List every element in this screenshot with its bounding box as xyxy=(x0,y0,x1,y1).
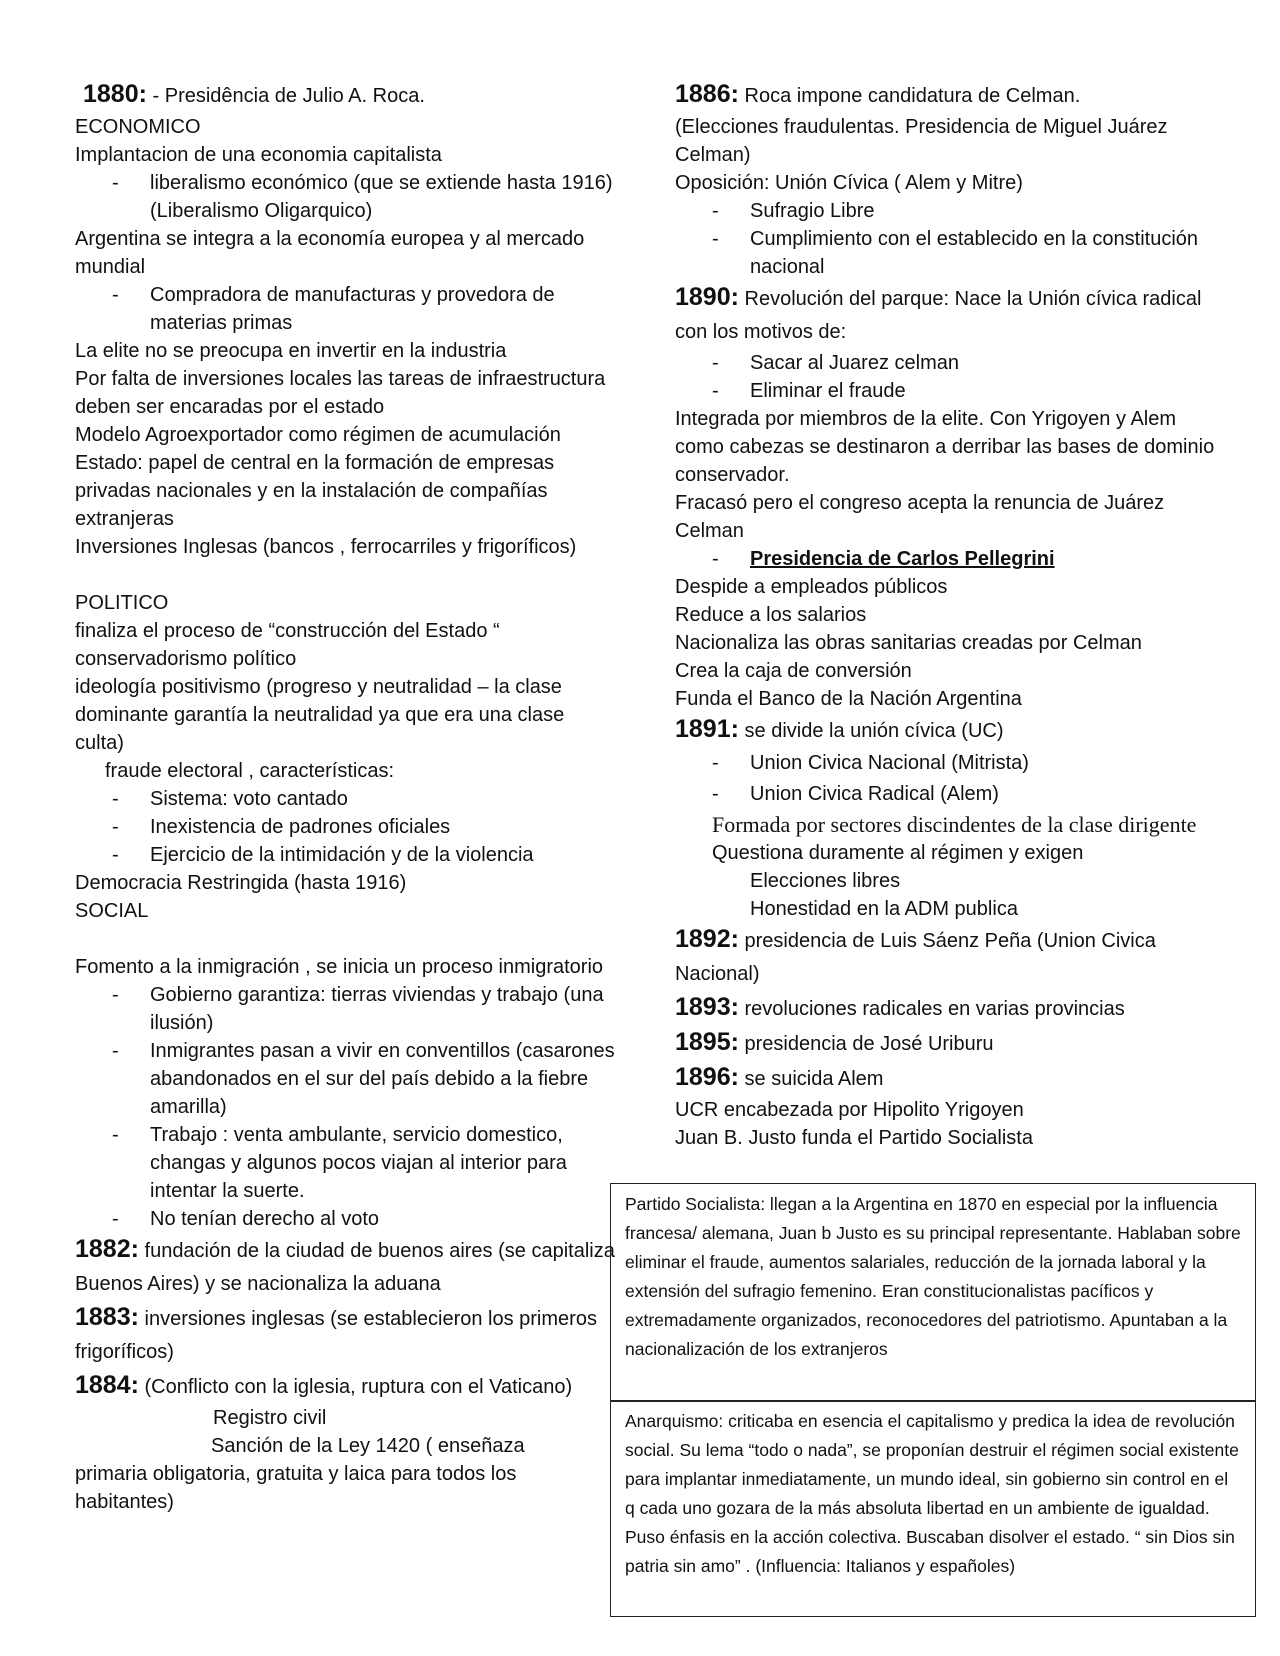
text-line: conservadorismo político xyxy=(75,648,297,670)
bullet-item: - Trabajo : venta ambulante, servicio domestico, changas y algunos pocos viajan al interior para intentar la suerte. xyxy=(75,1121,615,1205)
bullet-item: - Union Civica Nacional (Mitrista) xyxy=(675,748,1220,779)
text-line: Modelo Agroexportador como régimen de acumulación xyxy=(75,424,561,446)
heading-1893 xyxy=(675,991,1220,1026)
text-line: UCR encabezada por Hipolito Yrigoyen xyxy=(675,1099,1024,1121)
section-title-politico: POLITICO xyxy=(75,592,169,614)
year-label: 1890: xyxy=(675,283,739,311)
text-line: Oposición: Unión Cívica ( Alem y Mitre) xyxy=(675,172,1023,194)
left-column xyxy=(75,78,615,1516)
year-label: 1891: xyxy=(675,715,739,743)
partido-socialista-box: Partido Socialista: llegan a la Argentina en 1870 en especial por la influencia francesa/ alemana, Juan b Justo es su principal representante. Hablaban sobre eliminar el fraude, aumentos salariales, reducción de la jornada laboral y la extensión del sufragio femenino. Eran constitucionalistas pacíficos y extremadamente organizados, reconocedores del patriotismo. Apuntaban a la nacionalización de los extranjeros xyxy=(610,1183,1256,1402)
text-line: Fracasó pero el congreso acepta la renuncia de Juárez Celman xyxy=(675,492,1165,542)
text-line: La elite no se preocupa en invertir en la industria xyxy=(75,340,507,362)
heading-1880 xyxy=(75,78,615,113)
heading-1886 xyxy=(675,78,1220,113)
text-line: Integrada por miembros de la elite. Con Yrigoyen y Alem como cabezas se destinaron a derribar las bases de dominio conservador. xyxy=(675,408,1215,486)
text-line: Despide a empleados públicos xyxy=(675,576,948,598)
text-line: Juan B. Justo funda el Partido Socialista xyxy=(675,1127,1033,1149)
text-line: Elecciones libres xyxy=(750,870,901,892)
bullet-item: - Sistema: voto cantado xyxy=(75,785,615,813)
text-line: Honestidad en la ADM publica xyxy=(750,898,1018,920)
text-line: Inversiones Inglesas (bancos , ferrocarriles y frigoríficos) xyxy=(75,536,577,558)
bullet-item xyxy=(675,545,1220,573)
text-line: Sanción de la Ley 1420 ( enseñaza xyxy=(211,1435,525,1457)
year-label: 1896: xyxy=(675,1063,739,1091)
text-line: Fomento a la inmigración , se inicia un proceso inmigratorio xyxy=(75,956,604,978)
heading-1884 xyxy=(75,1369,615,1404)
bullet-item: - No tenían derecho al voto xyxy=(75,1205,615,1233)
heading-1896 xyxy=(675,1061,1220,1096)
heading-1890 xyxy=(675,281,1220,349)
year-label: 1884: xyxy=(75,1371,139,1399)
section-title-economico: ECONOMICO xyxy=(75,116,201,138)
text-line: Implantacion de una economia capitalista xyxy=(75,144,442,166)
text-line: primaria obligatoria, gratuita y laica para todos los habitantes) xyxy=(75,1463,517,1513)
heading-text: - Presidência de Julio A. Roca. xyxy=(146,85,425,107)
year-label: 1883: xyxy=(75,1303,139,1331)
bullet-item: - Compradora de manufacturas y provedora de materias primas xyxy=(75,281,615,337)
heading-text: Revolución del parque: Nace la Unión cívica radical con los motivos de: xyxy=(675,288,1202,343)
heading-text: presidencia de José Uriburu xyxy=(738,1033,994,1055)
text-line: (Elecciones fraudulentas. Presidencia de Miguel Juárez Celman) xyxy=(675,116,1168,166)
heading-text: revoluciones radicales en varias provincias xyxy=(738,998,1125,1020)
year-label: 1895: xyxy=(675,1028,739,1056)
text-line: finaliza el proceso de “construcción del Estado “ xyxy=(75,620,500,642)
text-line: Reduce a los salarios xyxy=(675,604,867,626)
text-line: Argentina se integra a la economía europea y al mercado mundial xyxy=(75,228,585,278)
bullet-item: - Union Civica Radical (Alem) xyxy=(675,779,1220,810)
year-label: 1880: xyxy=(83,80,147,108)
text-line: Estado: papel de central en la formación de empresas privadas nacionales y en la instalación de compañías extranjeras xyxy=(75,452,555,530)
heading-1882 xyxy=(75,1233,615,1301)
bullet-item: - Eliminar el fraude xyxy=(675,377,1220,405)
bullet-item: - Ejercicio de la intimidación y de la violencia xyxy=(75,841,615,869)
text-line: Formada por sectores discindentes de la clase dirigente xyxy=(712,812,1197,837)
year-label: 1886: xyxy=(675,80,739,108)
heading-text: se divide la unión cívica (UC) xyxy=(738,720,1004,742)
bullet-item: - Gobierno garantiza: tierras viviendas y trabajo (una ilusión) xyxy=(75,981,615,1037)
text-line: Registro civil xyxy=(213,1407,327,1429)
pellegrini-heading: Presidencia de Carlos Pellegrini xyxy=(750,548,1055,570)
bullet-item: - Inmigrantes pasan a vivir en conventillos (casarones abandonados en el sur del país debido a la fiebre amarilla) xyxy=(75,1037,615,1121)
heading-text: inversiones inglesas (se establecieron los primeros frigoríficos) xyxy=(75,1308,597,1363)
heading-1883 xyxy=(75,1301,615,1369)
text-line: Questiona duramente al régimen y exigen xyxy=(712,842,1084,864)
text-line: Funda el Banco de la Nación Argentina xyxy=(675,688,1022,710)
year-label: 1882: xyxy=(75,1235,139,1263)
text-line: Nacionaliza las obras sanitarias creadas por Celman xyxy=(675,632,1142,654)
heading-1891 xyxy=(675,713,1220,748)
bullet-item: - Inexistencia de padrones oficiales xyxy=(75,813,615,841)
text-line: Crea la caja de conversión xyxy=(675,660,912,682)
text-line: Por falta de inversiones locales las tareas de infraestructura deben ser encaradas por el estado xyxy=(75,368,606,418)
year-label: 1892: xyxy=(675,925,739,953)
year-label: 1893: xyxy=(675,993,739,1021)
bullet-item: - Sufragio Libre xyxy=(675,197,1220,225)
text-line: Democracia Restringida (hasta 1916) xyxy=(75,872,407,894)
bullet-item: - liberalismo económico (que se extiende hasta 1916) (Liberalismo Oligarquico) xyxy=(75,169,615,225)
heading-text: fundación de la ciudad de buenos aires (se capitaliza Buenos Aires) y se nacionaliza la aduana xyxy=(75,1240,615,1295)
heading-text: Roca impone candidatura de Celman. xyxy=(738,85,1081,107)
text-line: ideología positivismo (progreso y neutralidad – la clase dominante garantía la neutralidad ya que era una clase culta) xyxy=(75,676,565,754)
heading-text: presidencia de Luis Sáenz Peña (Union Civica Nacional) xyxy=(675,930,1156,985)
heading-text: se suicida Alem xyxy=(738,1068,884,1090)
text-line: fraude electoral , características: xyxy=(105,760,395,782)
bullet-item: - Sacar al Juarez celman xyxy=(675,349,1220,377)
heading-1895 xyxy=(675,1026,1220,1061)
right-column xyxy=(675,78,1220,1152)
bullet-item: - Cumplimiento con el establecido en la constitución nacional xyxy=(675,225,1220,281)
heading-1892 xyxy=(675,923,1220,991)
heading-text: (Conflicto con la iglesia, ruptura con el Vaticano) xyxy=(138,1376,573,1398)
anarquismo-box: Anarquismo: criticaba en esencia el capitalismo y predica la idea de revolución social. Su lema “todo o nada”, se proponían destruir el régimen social existente para implantar inmediatamente, un mundo ideal, sin gobierno sin control en el q cada uno gozara de la más absoluta libertad en un ambiente de igualdad. Puso énfasis en la acción colectiva. Buscaban disolver el estado. “ sin Dios sin patria sin amo” . (Influencia: Italianos y españoles) xyxy=(610,1400,1256,1617)
section-title-social: SOCIAL xyxy=(75,900,149,922)
